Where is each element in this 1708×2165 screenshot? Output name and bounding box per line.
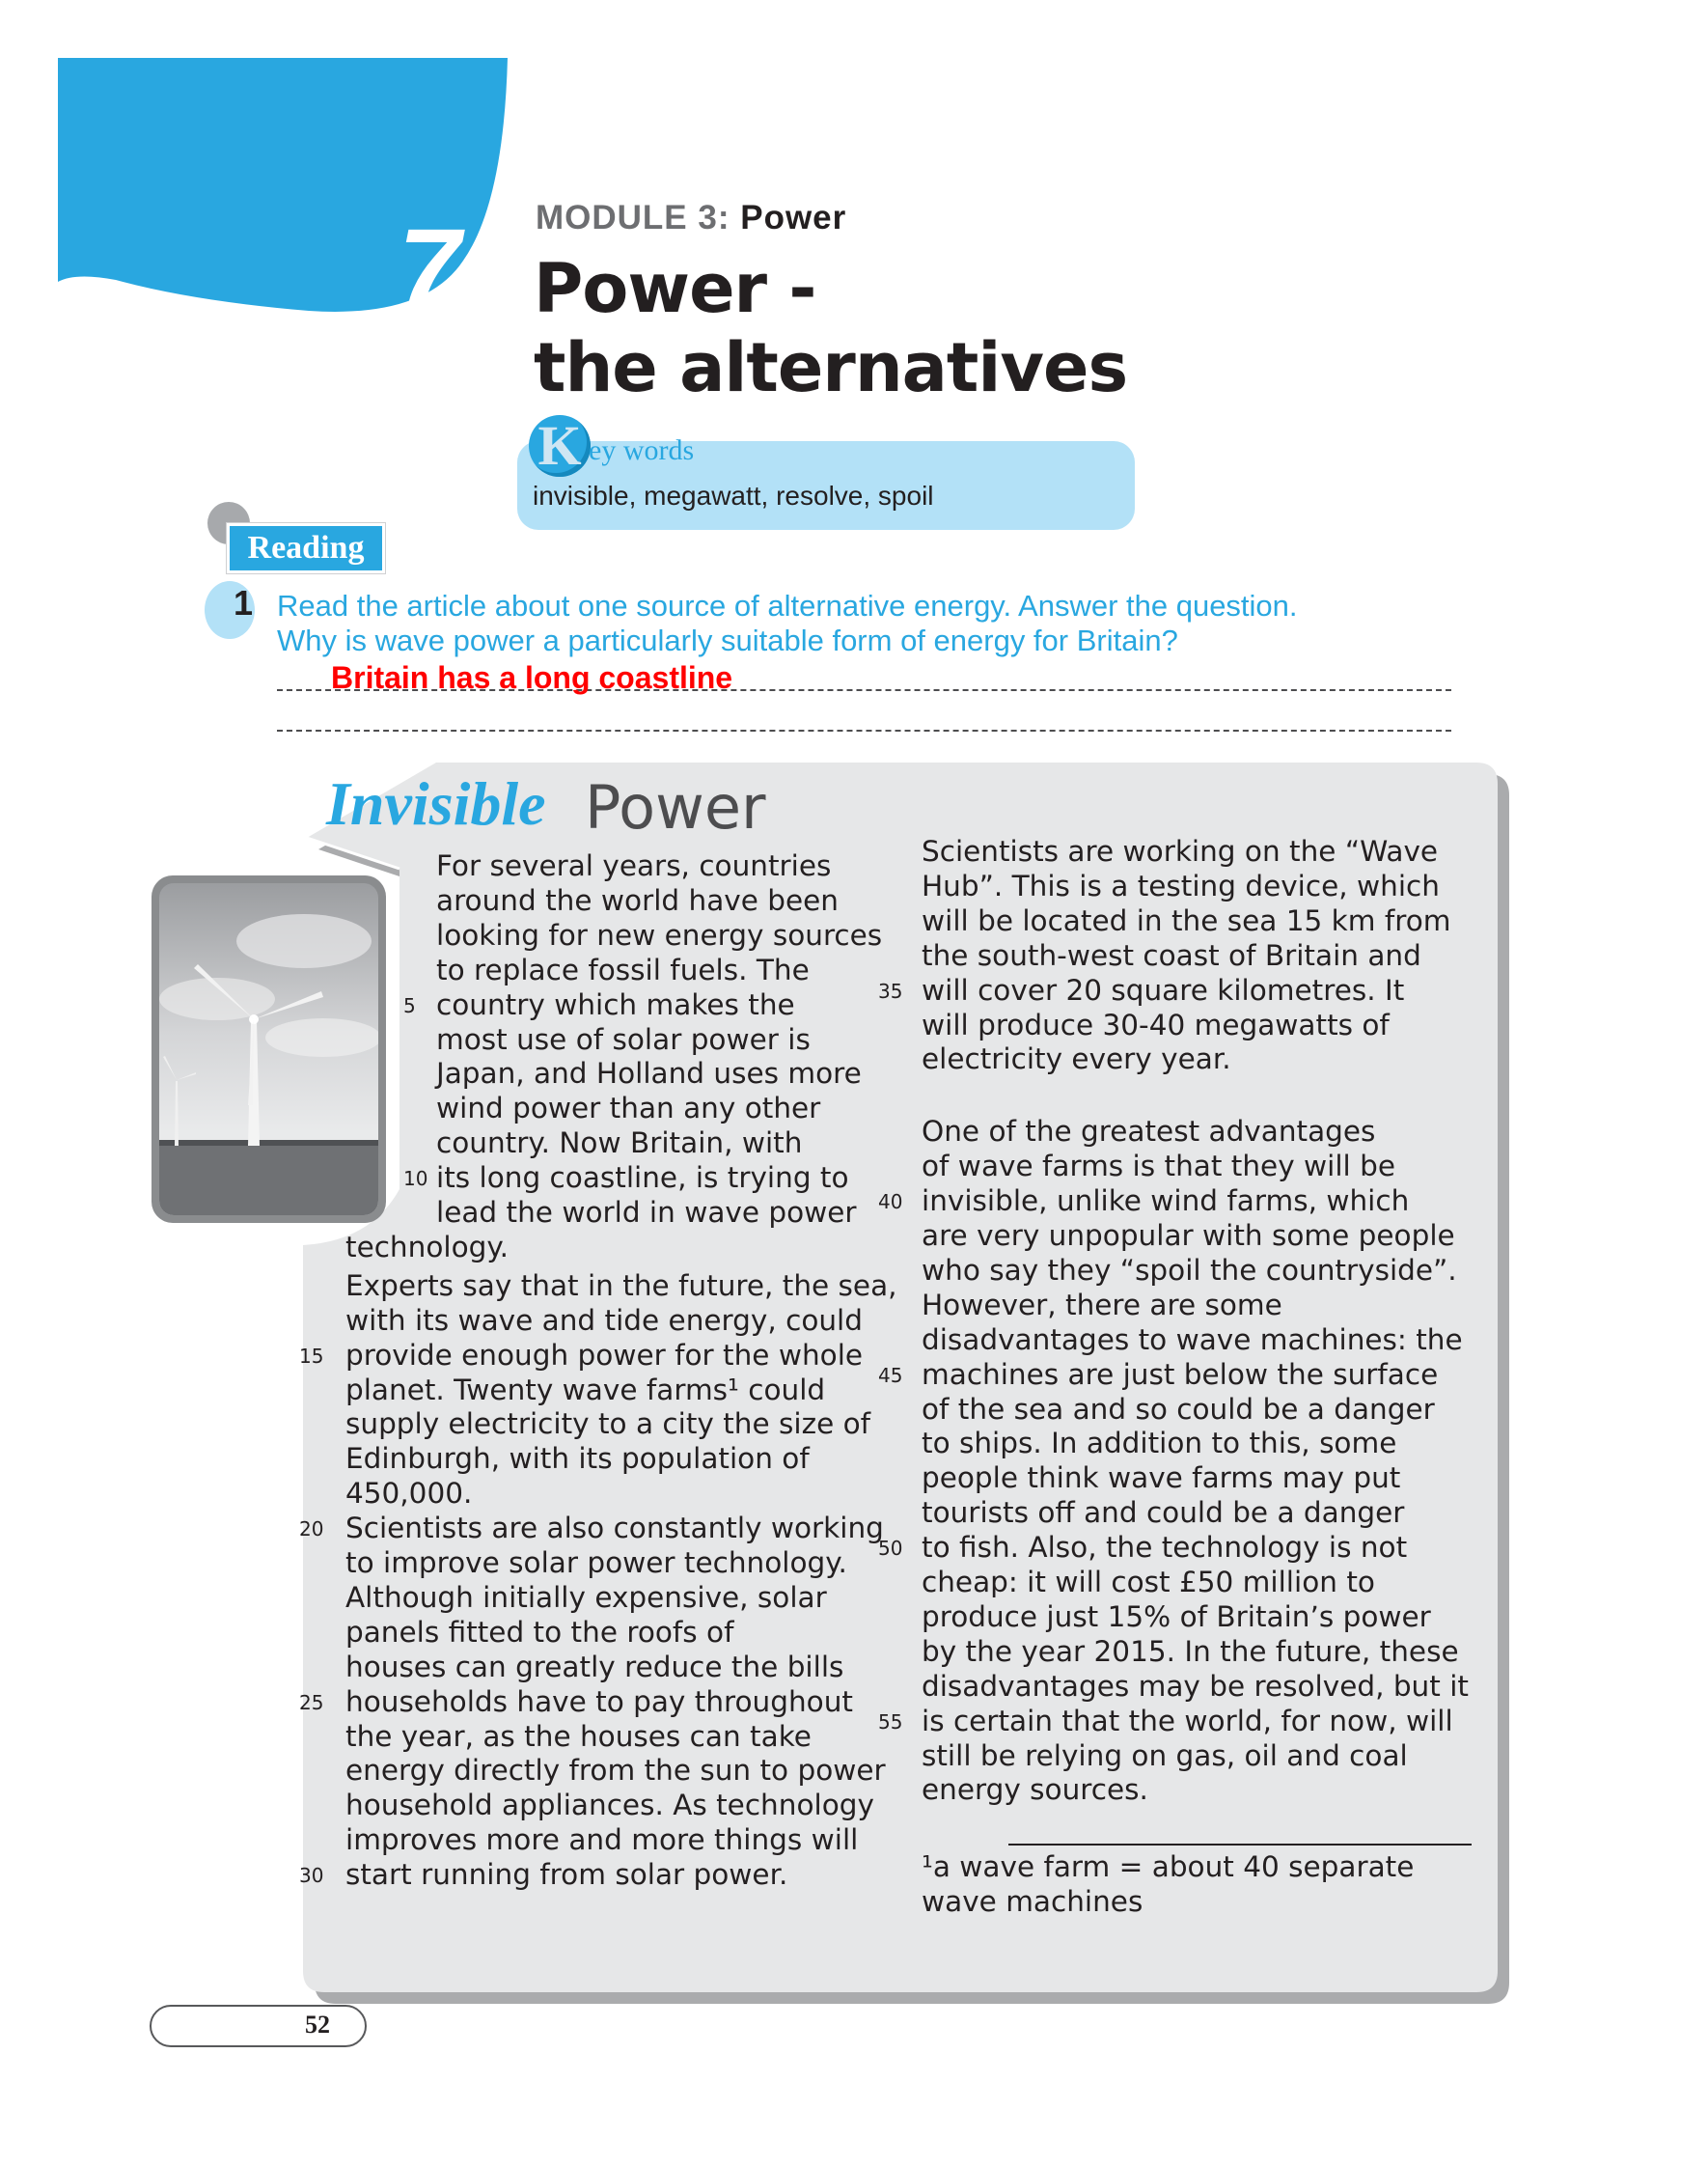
article-line: will be located in the sea 15 km from [922,903,1451,937]
article-line: will cover 20 square kilometres. It [922,973,1405,1007]
article-line: Japan, and Holland uses more [436,1057,862,1091]
article-line: 450,000. [345,1477,473,1511]
article-line: country. Now Britain, with [436,1126,803,1160]
article-line: the south-west coast of Britain and [922,938,1421,972]
article-line: of wave farms is that they will be [922,1150,1395,1183]
article-line: provide enough power for the whole [345,1338,864,1372]
line-number: 35 [878,979,903,1003]
article-line: For several years, countries [436,849,832,882]
article-line: most use of solar power is [436,1022,811,1056]
line-number: 45 [878,1363,903,1387]
article-line: One of the greatest advantages [922,1115,1376,1149]
article-line: with its wave and tide energy, could [345,1303,863,1337]
article-line: people think wave farms may put [922,1461,1401,1495]
article-line: planet. Twenty wave farms¹ could [345,1373,826,1406]
key-words-initial-icon: K [529,415,591,477]
article-line: disadvantages to wave machines: the [922,1322,1463,1356]
article-line: household appliances. As technology [345,1789,874,1822]
handwritten-answer: Britain has a long coastline [331,660,733,695]
key-words-title: ey words [589,434,695,466]
article-line: is certain that the world, for now, will [922,1704,1453,1737]
title-line-2: the alternatives [534,328,1128,407]
reading-section-badge: Reading [227,523,385,573]
article-title-main: Power [585,772,766,843]
article-line: technology. [345,1230,509,1263]
article-line: cheap: it will cost £50 million to [922,1566,1375,1598]
article-line: houses can greatly reduce the bills [345,1650,844,1683]
article-line: Scientists are also constantly working [345,1512,884,1545]
page-number-pill [150,2005,367,2047]
line-number: 10 [403,1167,428,1191]
article-line: country which makes the [436,987,795,1021]
article-line: still be relying on gas, oil and coal [922,1738,1408,1772]
article-line: to improve solar power technology. [345,1546,847,1579]
line-number: 20 [299,1517,324,1541]
footnote-rule [1008,1844,1472,1846]
footnote-line-2: wave machines [922,1885,1143,1918]
article-line: Edinburgh, with its population of [345,1442,810,1476]
line-number: 55 [878,1709,903,1734]
article-line: to ships. In addition to this, some [922,1427,1397,1460]
article-line: invisible, unlike wind farms, which [922,1184,1410,1218]
wind-turbine-icon [159,883,378,1215]
article-line: disadvantages may be resolved, but it [922,1669,1469,1703]
article-title-script: Invisible [326,769,546,838]
article-line: energy directly from the sun to power [345,1754,886,1788]
article-line: panels fitted to the roofs of [345,1615,734,1649]
article-line: improves more and more things will [345,1823,859,1857]
article-line: to fish. Also, the technology is not [922,1531,1408,1565]
wind-turbine-photo [152,875,386,1223]
line-number: 30 [299,1864,324,1888]
article-line: looking for new energy sources [436,918,883,952]
line-number: 25 [299,1690,324,1714]
article-line: energy sources. [922,1773,1148,1807]
line-number: 15 [299,1344,324,1368]
article-line: supply electricity to a city the size of [345,1407,871,1441]
article-line: Hub”. This is a testing device, which [922,869,1440,902]
article-line: start running from solar power. [345,1858,788,1892]
article-line: wind power than any other [436,1092,821,1125]
article-line: lead the world in wave power [436,1196,857,1229]
module-label: MODULE 3: Power [536,199,847,236]
article-line: electricity every year. [922,1042,1231,1076]
key-words-list: invisible, megawatt, resolve, spoil [533,481,934,511]
page-number: 52 [305,2011,330,2039]
article-line: Scientists are working on the “Wave [922,835,1439,868]
line-number: 50 [878,1537,903,1561]
article-line: of the sea and so could be a danger [922,1392,1435,1426]
article-line: Although initially expensive, solar [345,1580,827,1614]
article-line: its long coastline, is trying to [436,1161,849,1195]
line-number: 40 [878,1190,903,1214]
article-line: Experts say that in the future, the sea, [345,1268,897,1302]
line-number: 5 [403,993,416,1017]
article-line: households have to pay throughout [345,1684,853,1718]
article-line: are very unpopular with some people [922,1219,1455,1252]
title-line-1: Power - [534,249,816,328]
article-line: who say they “spoil the countryside”. [922,1253,1457,1287]
instruction-line-2: Why is wave power a particularly suitable form of energy for Britain? [277,624,1178,657]
article-line: machines are just below the surface [922,1357,1439,1391]
article-line: to replace fossil fuels. The [436,953,810,986]
article-line: around the world have been [436,883,839,917]
article-line: the year, as the houses can take [345,1719,812,1753]
exercise-number: 1 [234,583,254,623]
footnote-line-1: ¹a wave farm = about 40 separate [922,1850,1415,1883]
article-line: tourists off and could be a danger [922,1496,1405,1530]
unit-number: 7 [398,206,461,331]
instruction-line-1: Read the article about one source of alternative energy. Answer the question. [277,589,1298,623]
article-line: produce just 15% of Britain’s power [922,1599,1431,1633]
article-line: will produce 30-40 megawatts of [922,1008,1390,1041]
article-line: by the year 2015. In the future, these [922,1634,1459,1668]
article-line: However, there are some [922,1288,1282,1321]
